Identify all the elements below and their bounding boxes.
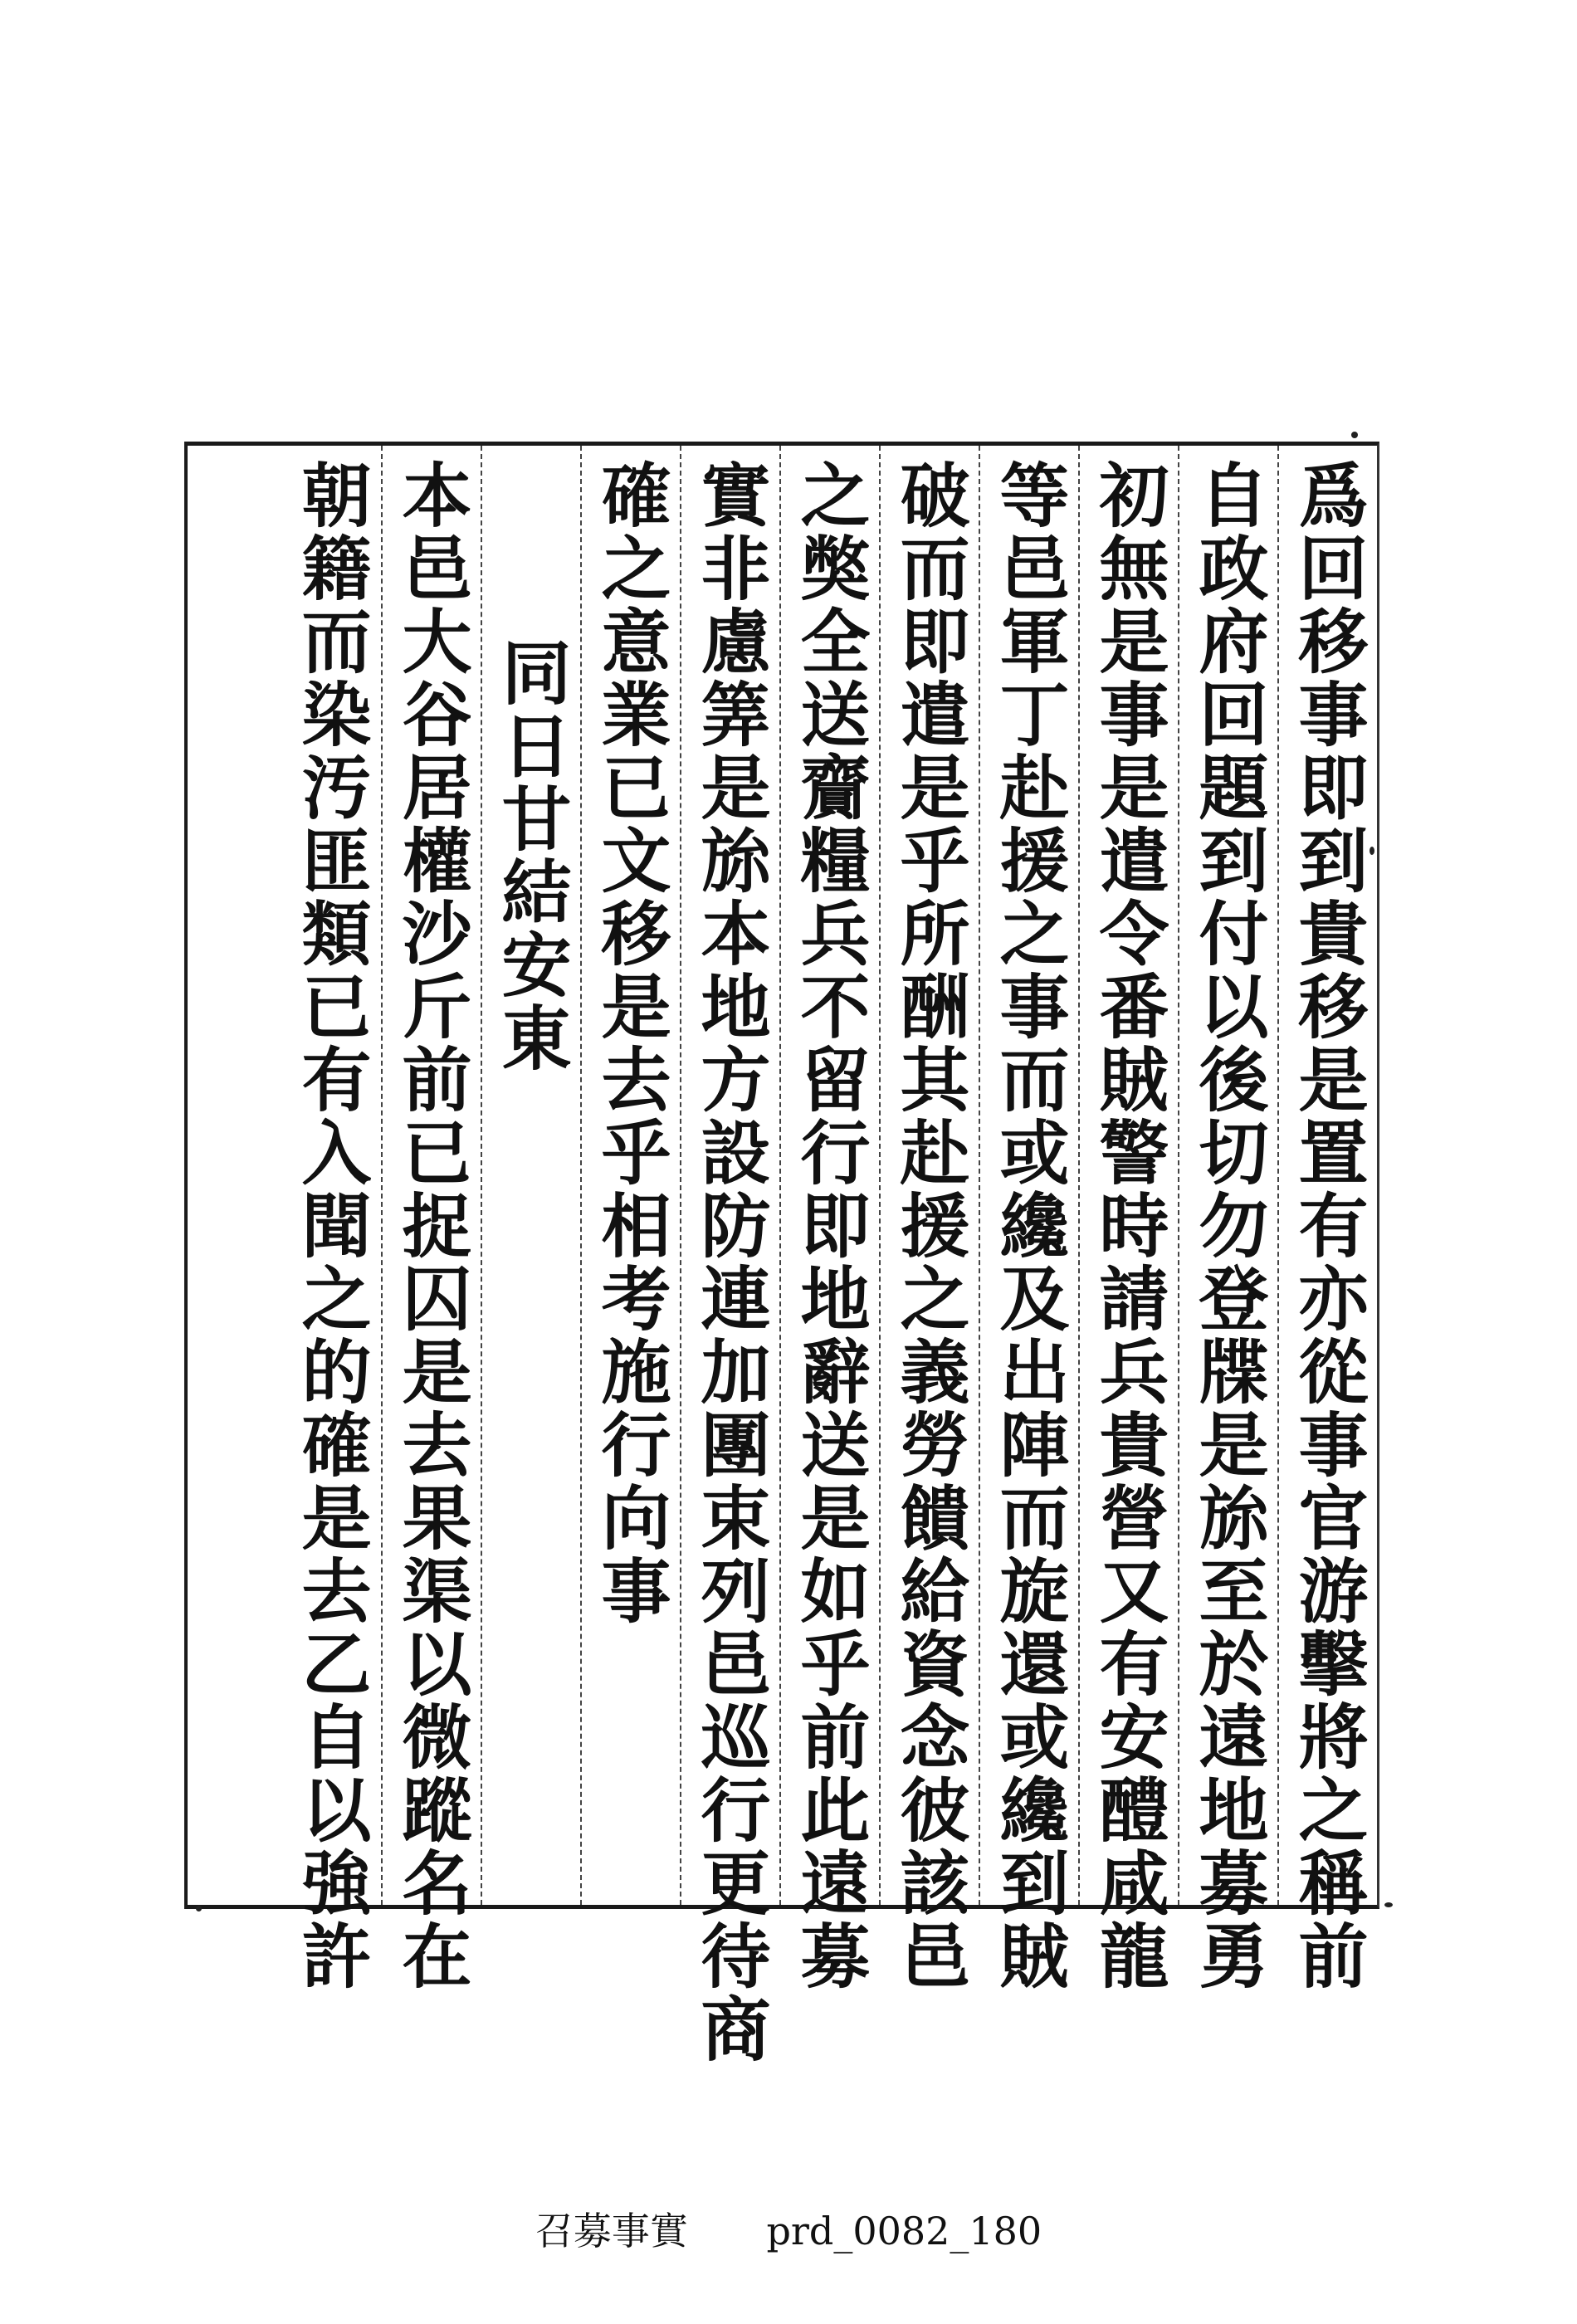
text-column <box>281 446 381 1993</box>
column-text: 破而即遣是乎所酬其赴援之義勞饋給資念彼該邑 <box>889 459 971 1993</box>
text-column <box>481 446 580 1905</box>
page-footer <box>0 2201 1577 2256</box>
text-column <box>680 446 779 2066</box>
column-text: 初無是事是遣令番賊警時請兵貴營又有安醴咸龍 <box>1088 459 1170 1993</box>
text-column <box>1178 446 1277 1993</box>
text-column <box>979 446 1078 1993</box>
column-text-indented: 同日甘結安東 <box>491 637 573 1075</box>
column-text: 實非慮筭是旀本地方設防連加團束列邑巡行更待商 <box>690 459 772 2066</box>
text-column <box>580 446 680 1905</box>
text-column <box>879 446 979 1993</box>
column-text: 朝籍而染汚匪類已有入聞之的確是去乙自以強許 <box>290 459 373 1993</box>
scan-speck <box>1351 432 1358 438</box>
text-columns <box>188 446 1377 2066</box>
text-column <box>381 446 481 1993</box>
column-text: 爲回移事即到貴移是置有亦從事官游擊將之稱前 <box>1287 459 1370 1993</box>
column-text: 等邑軍丁赴援之事而或纔及出陣而旋還或纔到賊 <box>989 459 1071 1993</box>
footer-code: prd_0082_180 <box>766 2209 1042 2253</box>
scan-speck <box>196 1906 202 1911</box>
scan-speck <box>1384 1902 1393 1907</box>
text-column <box>1078 446 1178 1993</box>
column-text: 本邑大谷居權沙斤前已捉囚是去果渠以微蹤名在 <box>391 459 473 1993</box>
scan-speck <box>1370 847 1374 855</box>
column-text: 自政府回題到付以後切勿登牒是旀至於遠地募勇 <box>1188 459 1270 1993</box>
footer-title: 召募事實 <box>535 2209 688 2253</box>
text-column <box>779 446 879 1993</box>
text-frame <box>184 442 1379 2066</box>
column-text: 之獘全送齎糧兵不留行即地辭送是如乎前此遠募 <box>789 459 872 1993</box>
text-column <box>1277 446 1377 1993</box>
column-text: 確之意業已文移是去乎相考施行向事 <box>590 459 672 1628</box>
